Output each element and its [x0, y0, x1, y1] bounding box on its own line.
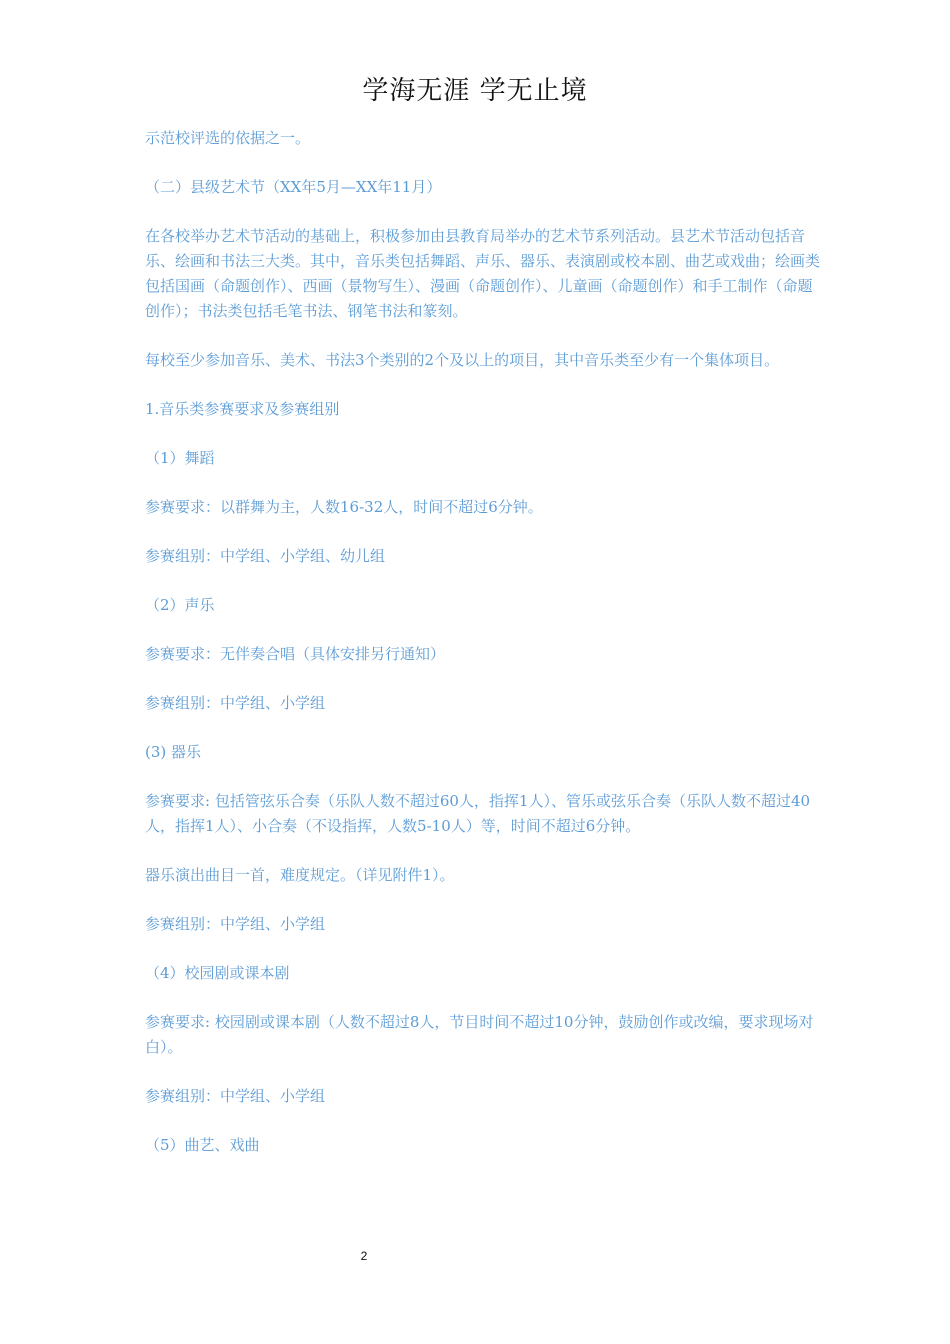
paragraph: 每校至少参加音乐、美术、书法3个类别的2个及以上的项目，其中音乐类至少有一个集体项目。: [145, 351, 780, 369]
paragraph: 参赛要求：无伴奏合唱（具体安排另行通知）: [145, 645, 446, 663]
paragraph: 参赛要求: 包括管弦乐合奏（乐队人数不超过60人，指挥1人）、管乐或弦乐合奏（乐队人数不超过40人，指挥1人）、小合奏（不设指挥，人数5-10人）等，时间不超过6分钟。: [145, 792, 811, 835]
paragraph: 在各校举办艺术节活动的基础上，积极参加由县教育局举办的艺术节系列活动。县艺术节活动包括音乐、绘画和书法三大类。其中，音乐类包括舞蹈、声乐、器乐、表演剧或校本剧、曲艺或戏曲；绘画类包括国画（命题创作）、西画（景物写生）、漫画（命题创作）、儿童画（命题创作）和手工制作（命题创作）；书法类包括毛笔书法、钢笔书法和篆刻。: [145, 227, 821, 320]
subsection-heading: （2）声乐: [145, 596, 215, 614]
page-number: 2: [360, 1249, 368, 1263]
paragraph: 参赛组别：中学组、小学组: [145, 694, 326, 712]
section-heading: 1.音乐类参赛要求及参赛组别: [145, 400, 340, 418]
paragraph: 参赛组别：中学组、小学组: [145, 1087, 326, 1105]
paragraph: 参赛要求: 校园剧或课本剧（人数不超过8人，节目时间不超过10分钟，鼓励创作或改编，要求现场对白）。: [145, 1013, 814, 1056]
document-body: [145, 126, 825, 1182]
subsection-heading: （1）舞蹈: [145, 449, 215, 467]
paragraph: 器乐演出曲目一首，难度规定。（详见附件1）。: [145, 866, 455, 884]
subsection-heading: （5）曲艺、戏曲: [145, 1136, 260, 1154]
subsection-heading: （4）校园剧或课本剧: [145, 964, 290, 982]
subsection-heading: (3) 器乐: [145, 743, 202, 761]
paragraph: 参赛要求：以群舞为主，人数16-32人，时间不超过6分钟。: [145, 498, 543, 516]
page-header-title: 学海无涯 学无止境: [362, 76, 588, 106]
section-heading: （二）县级艺术节（XX年5月—XX年11月）: [145, 178, 442, 196]
paragraph: 示范校评选的依据之一。: [145, 129, 311, 147]
paragraph: 参赛组别：中学组、小学组、幼儿组: [145, 547, 386, 565]
paragraph: 参赛组别：中学组、小学组: [145, 915, 326, 933]
